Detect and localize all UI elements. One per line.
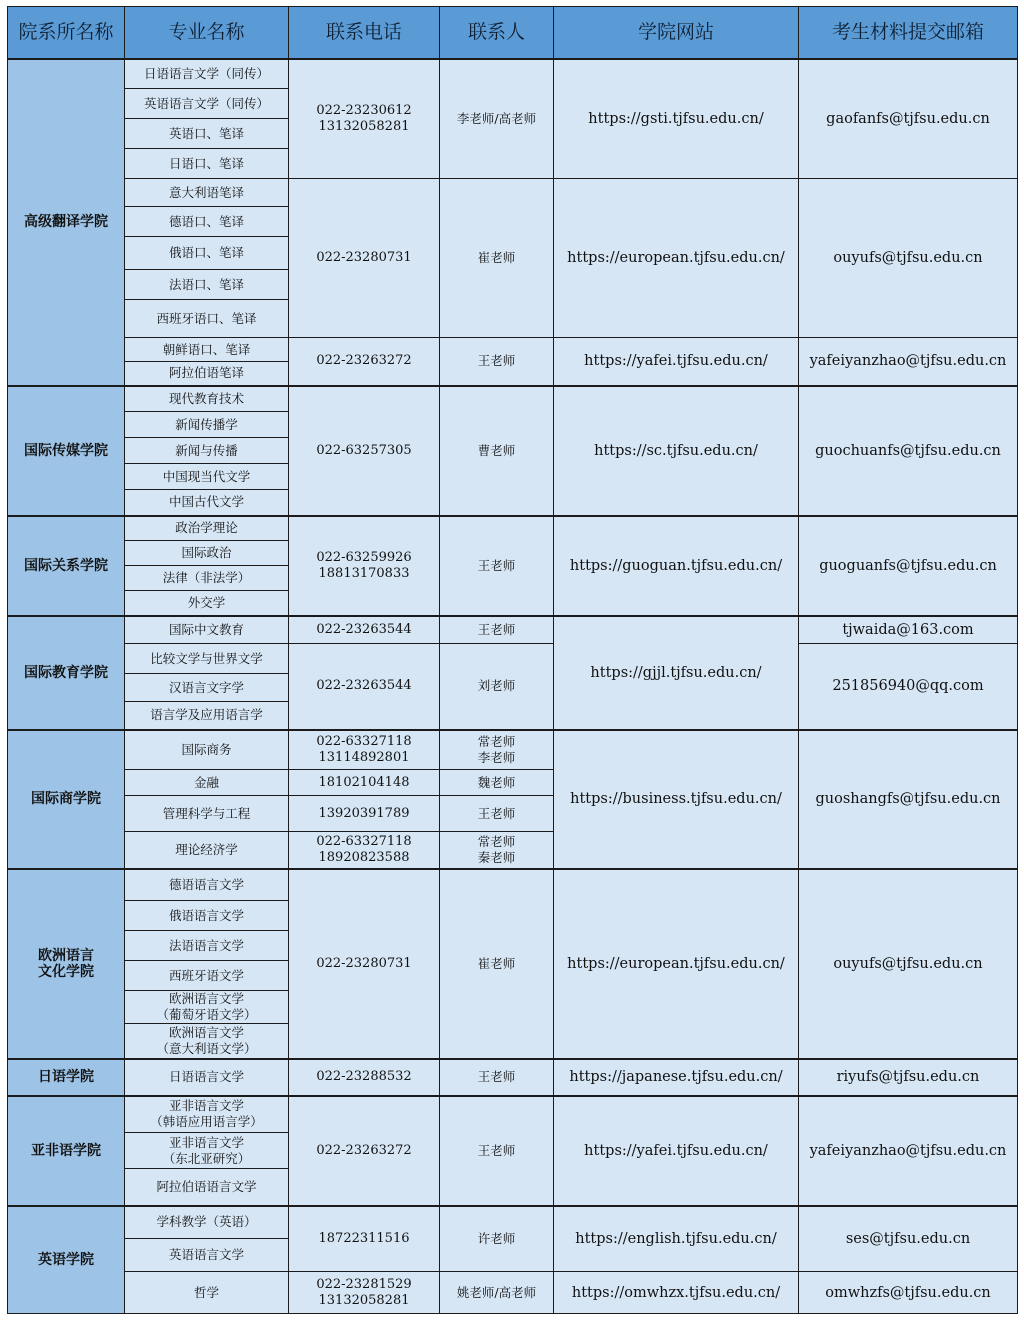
college-name bbox=[8, 386, 125, 516]
table-row bbox=[8, 869, 1018, 901]
submission-email-link[interactable]: riyufs@tjfsu.edu.cn bbox=[799, 1059, 1018, 1096]
header-phone: 联系电话 bbox=[289, 7, 440, 59]
major-name bbox=[125, 832, 289, 869]
major-name bbox=[125, 869, 289, 901]
table-header bbox=[8, 7, 1018, 59]
major-name bbox=[125, 616, 289, 644]
contact-person-line: 王老师 bbox=[477, 1142, 516, 1158]
contact-person-line: 王老师 bbox=[477, 557, 516, 573]
contact-phone-line: 18920823588 bbox=[318, 849, 410, 865]
major-name bbox=[125, 300, 289, 338]
contact-phone-line: 022-63327118 bbox=[316, 833, 412, 849]
major-name-line: 亚非语言文学 bbox=[168, 1134, 244, 1150]
major-name bbox=[125, 1239, 289, 1272]
contact-person bbox=[440, 832, 554, 869]
header-row bbox=[8, 7, 1018, 59]
contact-phone bbox=[289, 516, 440, 616]
major-name-line: 学科教学（英语） bbox=[156, 1214, 257, 1230]
major-name-line: 哲学 bbox=[193, 1284, 219, 1300]
contact-phone-line: 022-23230612 bbox=[316, 102, 412, 118]
header-contact-person: 联系人 bbox=[440, 7, 554, 59]
contact-person-line: 秦老师 bbox=[477, 849, 516, 865]
college-name bbox=[8, 1096, 125, 1206]
submission-email-link[interactable]: omwhzfs@tjfsu.edu.cn bbox=[799, 1272, 1018, 1314]
major-name-line: 新闻传播学 bbox=[175, 416, 238, 432]
contact-phone bbox=[289, 832, 440, 869]
major-name bbox=[125, 438, 289, 464]
contact-person bbox=[440, 644, 554, 730]
major-name-line: 俄语语言文学 bbox=[168, 907, 244, 923]
table-row bbox=[8, 1059, 1018, 1096]
table-row bbox=[8, 616, 1018, 644]
major-name bbox=[125, 730, 289, 770]
major-name-line: 德语语言文学 bbox=[168, 876, 244, 892]
major-name-line: 法语语言文学 bbox=[168, 937, 244, 953]
major-name bbox=[125, 702, 289, 730]
college-name-line: 国际教育学院 bbox=[24, 664, 108, 681]
contact-person bbox=[440, 616, 554, 644]
major-name bbox=[125, 362, 289, 386]
major-name bbox=[125, 961, 289, 991]
major-name-line: 国际政治 bbox=[181, 545, 232, 560]
major-name-line: 阿拉伯语语言文学 bbox=[156, 1178, 257, 1194]
contact-person bbox=[440, 1096, 554, 1206]
college-website-link[interactable]: https://omwhzx.tjfsu.edu.cn/ bbox=[554, 1272, 799, 1314]
submission-email-link[interactable]: guoshangfs@tjfsu.edu.cn bbox=[799, 730, 1018, 869]
college-name-line: 亚非语学院 bbox=[31, 1142, 101, 1159]
college-website-link[interactable]: https://gjjl.tjfsu.edu.cn/ bbox=[554, 616, 799, 730]
major-name-line: 意大利语笔译 bbox=[168, 184, 244, 200]
submission-email-link[interactable]: yafeiyanzhao@tjfsu.edu.cn bbox=[799, 338, 1018, 386]
contact-phone-line: 13114892801 bbox=[318, 749, 410, 765]
contact-phone-line: 022-63259926 bbox=[316, 549, 412, 565]
contact-person bbox=[440, 386, 554, 516]
major-name-line: 法律（非法学） bbox=[162, 570, 251, 585]
college-website-link[interactable]: https://yafei.tjfsu.edu.cn/ bbox=[554, 1096, 799, 1206]
college-name-line: 欧洲语言 bbox=[38, 947, 94, 964]
major-name bbox=[125, 644, 289, 674]
contact-table bbox=[7, 6, 1018, 1314]
contact-person-line: 崔老师 bbox=[477, 250, 516, 265]
major-name-line: 理论经济学 bbox=[175, 841, 238, 857]
college-name-line: 高级翻译学院 bbox=[24, 214, 108, 230]
major-name bbox=[125, 338, 289, 362]
college-website-link[interactable]: https://japanese.tjfsu.edu.cn/ bbox=[554, 1059, 799, 1096]
contact-person-line: 常老师 bbox=[477, 733, 516, 749]
contact-person-line: 刘老师 bbox=[477, 678, 516, 694]
contact-phone bbox=[289, 1206, 440, 1272]
table-row bbox=[8, 730, 1018, 770]
major-name bbox=[125, 89, 289, 119]
contact-phone-line: 18813170833 bbox=[318, 565, 410, 581]
contact-person-line: 李老师/高老师 bbox=[456, 110, 537, 126]
contact-phone-line: 022-23263272 bbox=[316, 353, 412, 369]
submission-email-link[interactable]: ouyufs@tjfsu.edu.cn bbox=[799, 179, 1018, 338]
contact-person bbox=[440, 730, 554, 770]
major-name-line: 国际中文教育 bbox=[168, 621, 244, 637]
table-row bbox=[8, 1206, 1018, 1239]
contact-person-line: 李老师 bbox=[477, 749, 516, 765]
contact-phone-line: 022-23280731 bbox=[316, 955, 412, 971]
contact-phone bbox=[289, 644, 440, 730]
college-name bbox=[8, 59, 125, 386]
major-name-line: 新闻与传播 bbox=[175, 442, 238, 458]
major-name-line: 欧洲语言文学 bbox=[168, 1024, 244, 1040]
contact-person-line: 许老师 bbox=[477, 1230, 516, 1246]
major-name bbox=[125, 464, 289, 490]
college-name-line: 国际关系学院 bbox=[24, 557, 108, 574]
submission-email-link[interactable]: guoguanfs@tjfsu.edu.cn bbox=[799, 516, 1018, 616]
major-name bbox=[125, 270, 289, 300]
header-email: 考生材料提交邮箱 bbox=[799, 7, 1018, 59]
contact-phone bbox=[289, 386, 440, 516]
major-name-line: 比较文学与世界文学 bbox=[150, 650, 263, 666]
contact-person-line: 王老师 bbox=[477, 1069, 516, 1084]
major-name bbox=[125, 1133, 289, 1169]
contact-person bbox=[440, 796, 554, 832]
college-name bbox=[8, 616, 125, 730]
table-row bbox=[8, 1272, 1018, 1314]
major-name-line: 中国现当代文学 bbox=[162, 468, 251, 484]
contact-person-line: 王老师 bbox=[477, 621, 516, 637]
major-name bbox=[125, 149, 289, 179]
major-name-line: 朝鲜语口、笔译 bbox=[162, 341, 251, 357]
college-name-line: 文化学院 bbox=[38, 963, 94, 980]
submission-email-link[interactable]: 251856940@qq.com bbox=[799, 644, 1018, 730]
major-name bbox=[125, 386, 289, 412]
major-name-line: 欧洲语言文学 bbox=[168, 991, 244, 1006]
contact-person-line: 王老师 bbox=[477, 805, 516, 821]
major-name bbox=[125, 566, 289, 591]
submission-email-link[interactable]: tjwaida@163.com bbox=[799, 616, 1018, 644]
major-name bbox=[125, 207, 289, 237]
contact-phone bbox=[289, 770, 440, 796]
college-name bbox=[8, 516, 125, 616]
major-name-line: （意大利语文学） bbox=[156, 1040, 257, 1056]
contact-phone bbox=[289, 338, 440, 386]
contact-phone bbox=[289, 869, 440, 1059]
major-name bbox=[125, 931, 289, 961]
major-name-line: 日语语言文学（同传） bbox=[143, 65, 269, 81]
college-name-line: 英语学院 bbox=[38, 1251, 94, 1268]
submission-email-link[interactable]: yafeiyanzhao@tjfsu.edu.cn bbox=[799, 1096, 1018, 1206]
contact-phone bbox=[289, 616, 440, 644]
contact-person-line: 魏老师 bbox=[477, 774, 516, 790]
major-name-line: 西班牙语文学 bbox=[168, 967, 244, 983]
table-row bbox=[8, 338, 1018, 362]
major-name bbox=[125, 991, 289, 1024]
contact-person bbox=[440, 1206, 554, 1272]
major-name-line: （韩语应用语言学） bbox=[150, 1114, 263, 1130]
major-name bbox=[125, 1272, 289, 1314]
college-website-link[interactable]: https://yafei.tjfsu.edu.cn/ bbox=[554, 338, 799, 386]
header-website: 学院网站 bbox=[554, 7, 799, 59]
header-major: 专业名称 bbox=[125, 7, 289, 59]
header-college: 院系所名称 bbox=[8, 7, 125, 59]
major-name-line: 政治学理论 bbox=[175, 520, 238, 536]
contact-person bbox=[440, 869, 554, 1059]
table-row bbox=[8, 644, 1018, 674]
contact-person-line: 崔老师 bbox=[477, 955, 516, 971]
contact-phone-line: 022-23263544 bbox=[316, 678, 412, 694]
major-name bbox=[125, 1169, 289, 1206]
major-name bbox=[125, 591, 289, 616]
major-name bbox=[125, 119, 289, 149]
contact-phone-line: 022-23263544 bbox=[316, 621, 412, 637]
contact-phone bbox=[289, 730, 440, 770]
major-name-line: （葡萄牙语文学） bbox=[156, 1007, 257, 1022]
table-body bbox=[8, 59, 1018, 1314]
college-website-link[interactable]: https://gsti.tjfsu.edu.cn/ bbox=[554, 59, 799, 179]
contact-person bbox=[440, 179, 554, 338]
contact-phone bbox=[289, 1096, 440, 1206]
college-name-line: 国际传媒学院 bbox=[24, 442, 108, 459]
major-name bbox=[125, 237, 289, 270]
major-name bbox=[125, 516, 289, 541]
major-name bbox=[125, 901, 289, 931]
major-name-line: （东北亚研究） bbox=[162, 1150, 251, 1166]
major-name bbox=[125, 412, 289, 438]
major-name-line: 阿拉伯语笔译 bbox=[168, 365, 244, 381]
contact-phone bbox=[289, 1059, 440, 1096]
major-name-line: 语言学及应用语言学 bbox=[150, 707, 263, 723]
major-name-line: 英语语言文学（同传） bbox=[143, 95, 269, 111]
college-website-link[interactable]: https://business.tjfsu.edu.cn/ bbox=[554, 730, 799, 869]
contact-phone-line: 022-23288532 bbox=[316, 1069, 412, 1084]
major-name-line: 英语语言文学 bbox=[168, 1247, 244, 1262]
major-name bbox=[125, 541, 289, 566]
contact-table-container bbox=[7, 6, 1018, 1314]
major-name-line: 法语口、笔译 bbox=[168, 276, 244, 292]
contact-person bbox=[440, 516, 554, 616]
major-name bbox=[125, 1059, 289, 1096]
major-name-line: 英语口、笔译 bbox=[168, 125, 244, 141]
table-row bbox=[8, 1096, 1018, 1133]
major-name-line: 德语口、笔译 bbox=[168, 213, 244, 229]
table-row bbox=[8, 386, 1018, 412]
contact-phone-line: 18102104148 bbox=[318, 774, 410, 790]
contact-phone bbox=[289, 59, 440, 179]
major-name-line: 日语语言文学 bbox=[168, 1069, 244, 1084]
contact-phone bbox=[289, 1272, 440, 1314]
major-name bbox=[125, 796, 289, 832]
contact-phone bbox=[289, 179, 440, 338]
college-name-line: 国际商学院 bbox=[31, 791, 101, 807]
submission-email-link[interactable]: ses@tjfsu.edu.cn bbox=[799, 1206, 1018, 1272]
major-name bbox=[125, 490, 289, 516]
college-website-link[interactable]: https://english.tjfsu.edu.cn/ bbox=[554, 1206, 799, 1272]
college-website-link[interactable]: https://guoguan.tjfsu.edu.cn/ bbox=[554, 516, 799, 616]
contact-phone-line: 022-23263272 bbox=[316, 1142, 412, 1158]
major-name bbox=[125, 59, 289, 89]
major-name bbox=[125, 1024, 289, 1059]
contact-phone-line: 13132058281 bbox=[318, 1292, 410, 1308]
table-row bbox=[8, 59, 1018, 89]
college-name-line: 日语学院 bbox=[38, 1069, 94, 1085]
major-name-line: 俄语口、笔译 bbox=[168, 245, 244, 260]
college-website-link[interactable]: https://sc.tjfsu.edu.cn/ bbox=[554, 386, 799, 516]
major-name bbox=[125, 770, 289, 796]
contact-person-line: 常老师 bbox=[477, 833, 516, 849]
contact-phone bbox=[289, 796, 440, 832]
major-name-line: 外交学 bbox=[187, 594, 226, 610]
submission-email-link[interactable]: ouyufs@tjfsu.edu.cn bbox=[799, 869, 1018, 1059]
major-name bbox=[125, 1096, 289, 1133]
major-name bbox=[125, 179, 289, 207]
table-row bbox=[8, 179, 1018, 207]
major-name-line: 现代教育技术 bbox=[168, 390, 244, 406]
college-name bbox=[8, 730, 125, 869]
contact-person bbox=[440, 770, 554, 796]
major-name-line: 金融 bbox=[193, 774, 219, 790]
contact-phone-line: 18722311516 bbox=[318, 1230, 410, 1246]
college-website-link[interactable]: https://european.tjfsu.edu.cn/ bbox=[554, 179, 799, 338]
table-row bbox=[8, 516, 1018, 541]
college-website-link[interactable]: https://european.tjfsu.edu.cn/ bbox=[554, 869, 799, 1059]
contact-person bbox=[440, 1059, 554, 1096]
major-name bbox=[125, 674, 289, 702]
contact-person bbox=[440, 59, 554, 179]
major-name-line: 汉语言文字学 bbox=[168, 679, 244, 695]
contact-phone-line: 022-23281529 bbox=[316, 1276, 412, 1292]
major-name-line: 中国古代文学 bbox=[168, 494, 244, 510]
college-name bbox=[8, 1059, 125, 1096]
contact-phone-line: 13920391789 bbox=[318, 805, 410, 821]
major-name-line: 管理科学与工程 bbox=[162, 805, 251, 821]
college-name bbox=[8, 1206, 125, 1314]
college-name bbox=[8, 869, 125, 1059]
contact-phone-line: 022-63327118 bbox=[316, 733, 412, 749]
major-name-line: 亚非语言文学 bbox=[168, 1098, 244, 1114]
submission-email-link[interactable]: guochuanfs@tjfsu.edu.cn bbox=[799, 386, 1018, 516]
contact-phone-line: 022-63257305 bbox=[316, 442, 412, 458]
contact-phone-line: 13132058281 bbox=[318, 118, 410, 134]
submission-email-link[interactable]: gaofanfs@tjfsu.edu.cn bbox=[799, 59, 1018, 179]
major-name bbox=[125, 1206, 289, 1239]
contact-person bbox=[440, 338, 554, 386]
contact-person-line: 姚老师/高老师 bbox=[456, 1284, 537, 1300]
contact-person-line: 曹老师 bbox=[477, 442, 516, 458]
contact-phone-line: 022-23280731 bbox=[316, 250, 412, 265]
major-name-line: 西班牙语口、笔译 bbox=[156, 310, 257, 326]
major-name-line: 国际商务 bbox=[181, 741, 232, 757]
major-name-line: 日语口、笔译 bbox=[168, 155, 244, 171]
contact-person bbox=[440, 1272, 554, 1314]
contact-person-line: 王老师 bbox=[477, 353, 516, 369]
